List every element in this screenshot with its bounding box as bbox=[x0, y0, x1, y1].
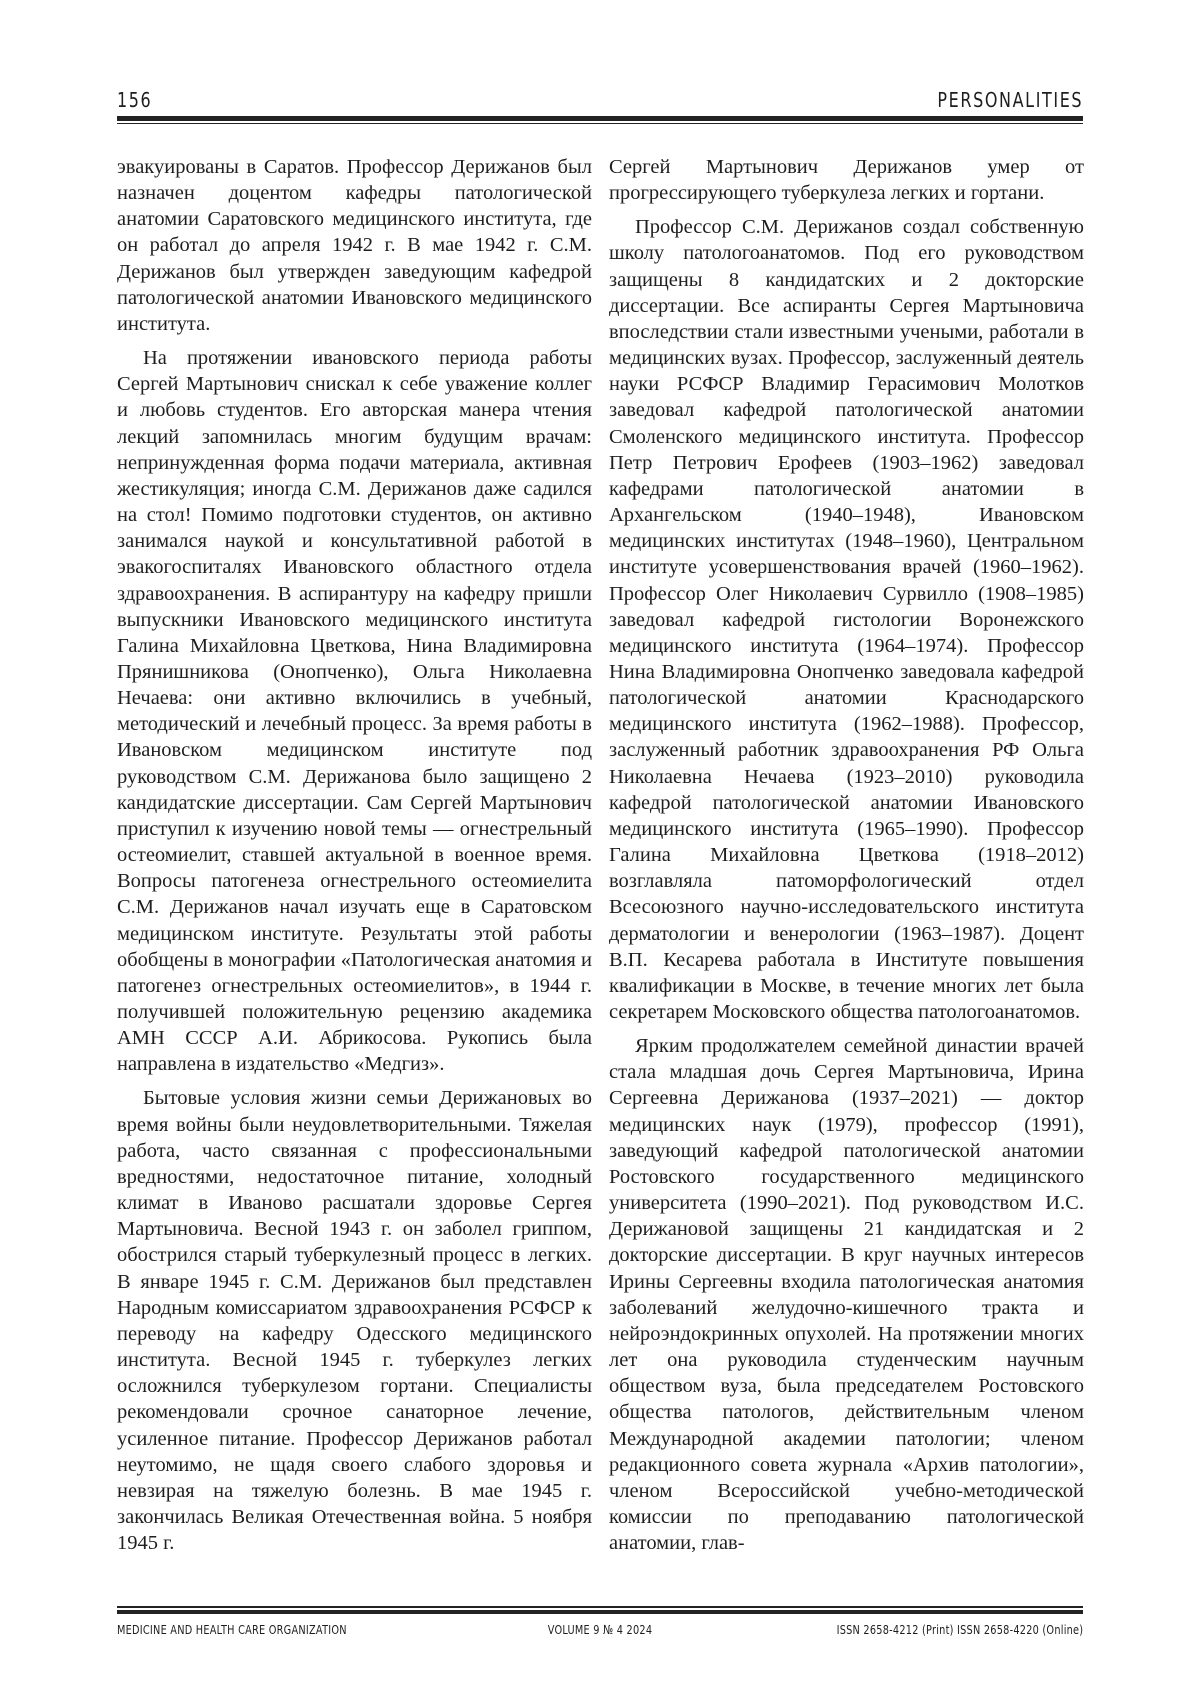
footer-volume: VOLUME 9 № 4 2024 bbox=[547, 1622, 653, 1637]
paragraph: Сергей Мартынович Дерижанов умер от прогрессирующего туберкулеза легких и гортани. bbox=[609, 156, 1084, 205]
footer-journal-name: MEDICINE AND HEALTH CARE ORGANIZATION bbox=[117, 1622, 347, 1637]
right-column bbox=[609, 154, 1084, 1594]
section-title: PERSONALITIES bbox=[937, 88, 1083, 112]
paragraph: эвакуированы в Саратов. Профессор Дерижанов был назначен доцентом кафедры патологической анатомии Саратовского медицинского института, где он работал до апреля 1942 г. В мае 1942 г. С.М. Дерижанов был утвержден заведующим кафедрой патологической анатомии Ивановского медицинского института. bbox=[117, 156, 592, 335]
paragraph: Ярким продолжателем семейной династии врачей стала младшая дочь Сергея Мартыновича, Ирина Сергеевна Дерижанова (1937–2021) — доктор медицинских наук (1979), профессор (1991), заведующий кафедрой патологической анатомии Ростовского государственного медицинского университета (1990–2021). Под руководством И.С. Дерижановой защищены 21 кандидатская и 2 докторские диссертации. В круг научных интересов Ирины Сергеевны входила патологическая анатомия заболеваний желудочно-кишечного тракта и нейроэндокринных опухолей. На протяжении многих лет она руководила студенческим научным обществом вуза, была председателем Ростовского общества патологов, действительным членом Международной академии патологии; членом редакционного совета журнала «Архив патологии», членом Всероссийской учебно-методической комиссии по преподаванию патологической анатомии, глав- bbox=[609, 1035, 1084, 1555]
header-rule bbox=[117, 116, 1083, 124]
left-column bbox=[117, 154, 592, 1594]
footer-rule bbox=[117, 1606, 1083, 1614]
paragraph: Профессор С.М. Дерижанов создал собственную школу патологоанатомов. Под его руководством защищены 8 кандидатских и 2 докторские диссертации. Все аспиранты Сергея Мартыновича впоследствии стали известными учеными, работали в медицинских вузах. Профессор, заслуженный деятель науки РСФСР Владимир Герасимович Молотков заведовал кафедрой патологической анатомии Смоленского медицинского института. Профессор Петр Петрович Ерофеев (1903–1962) заведовал кафедрами патологической анатомии в Архангельском (1940–1948), Ивановском медицинских институтах (1948–1960), Центральном институте усовершенствования врачей (1960–1962). Профессор Олег Николаевич Сурвилло (1908–1985) заведовал кафедрой гистологии Воронежского медицинского института (1964–1974). Профессор Нина Владимировна Онопченко заведовала кафедрой патологической анатомии Краснодарского медицинского института (1962–1988). Профессор, заслуженный работник здравоохранения РФ Ольга Николаевна Нечаева (1923–2010) руководила кафедрой патологической анатомии Ивановского медицинского института (1965–1990). Профессор Галина Михайловна Цветкова (1918–2012) возглавляла патоморфологический отдел Всесоюзного научно-исследовательского института дерматологии и венерологии (1963–1987). Доцент В.П. Кесарева работала в Институте повышения квалификации в Москве, в течение многих лет была секретарем Московского общества патологоанатомов. bbox=[609, 216, 1084, 1023]
paragraph: На протяжении ивановского периода работы Сергей Мартынович снискал к себе уважение коллег и любовь студентов. Его авторская манера чтения лекций запомнилась многим будущим врачам: непринужденная форма подачи материала, активная жестикуляция; иногда С.М. Дерижанов даже садился на стол! Помимо подготовки студентов, он активно занимался наукой и консультативной работой в эвакогоспиталях Ивановского областного отдела здравоохранения. В аспирантуру на кафедру пришли выпускники Ивановского медицинского института Галина Михайловна Цветкова, Нина Владимировна Прянишникова (Онопченко), Ольга Николаевна Нечаева: они активно включились в учебный, методический и лечебный процесс. За время работы в Ивановском медицинском институте под руководством С.М. Дерижанова было защищено 2 кандидатские диссертации. Сам Сергей Мартынович приступил к изучению новой темы — огнестрельный остеомиелит, ставшей актуальной в военное время. Вопросы патогенеза огнестрельного остеомиелита С.М. Дерижанов начал изучать еще в Саратовском медицинском институте. Результаты этой работы обобщены в монографии «Патологическая анатомия и патогенез огнестрельных остеомиелитов», в 1944 г. получившей положительную рецензию академика АМН СССР А.И. Абрикосова. Рукопись была направлена в издательство «Медгиз». bbox=[117, 347, 592, 1076]
paragraph: Бытовые условия жизни семьи Дерижановых во время войны были неудовлетворительными. Тяжелая работа, часто связанная с профессиональными вредностями, недостаточное питание, холодный климат в Иваново расшатали здоровье Сергея Мартыновича. Весной 1943 г. он заболел гриппом, обострился старый туберкулезный процесс в легких. В январе 1945 г. С.М. Дерижанов был представлен Народным комиссариатом здравоохранения РСФСР к переводу на кафедру Одесского медицинского института. Весной 1945 г. туберкулез легких осложнился туберкулезом гортани. Специалисты рекомендовали срочное санаторное лечение, усиленное питание. Профессор Дерижанов работал неутомимо, не щадя своего слабого здоровья и невзирая на тяжелую болезнь. В мае 1945 г. закончилась Великая Отечественная война. 5 ноября 1945 г. bbox=[117, 1087, 592, 1555]
footer-issn: ISSN 2658-4212 (Print) ISSN 2658-4220 (Online) bbox=[836, 1622, 1083, 1637]
page-number: 156 bbox=[117, 88, 153, 112]
